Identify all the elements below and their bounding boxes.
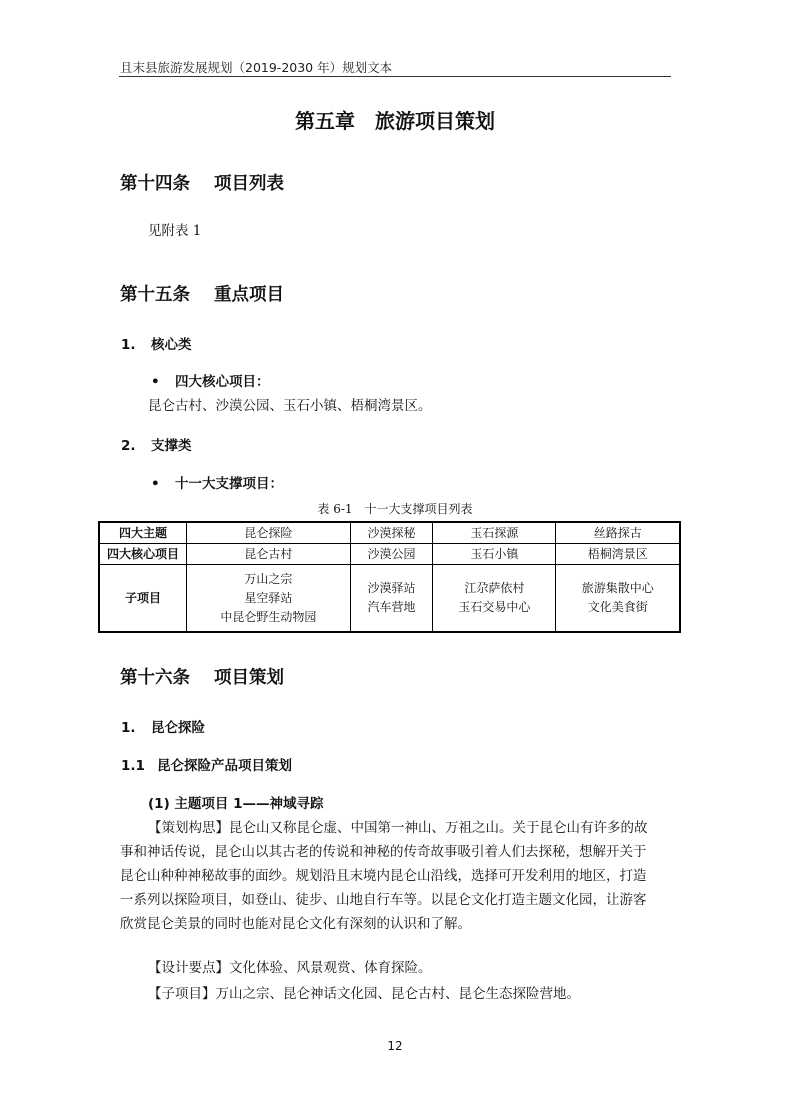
page-number: 12	[387, 1039, 403, 1053]
table-cell	[433, 565, 556, 633]
theme-item-heading: (1) 主题项目 1——神域寻踪	[148, 796, 324, 812]
table-caption: 表 6-1 十一大支撑项目列表	[317, 502, 473, 516]
cell-line: 旅游集散中心	[581, 581, 654, 595]
paragraph-line: 昆仑山种种神秘故事的面纱。规划沿且末境内昆仑山沿线，选择可开发利用的地区，打造	[120, 868, 647, 884]
cell-line: 文化美食街	[587, 600, 648, 614]
table-cell: 玉石小镇	[433, 544, 556, 565]
chapter-number: 第五章	[295, 109, 355, 133]
section-title: 支撑类	[151, 438, 192, 454]
article-title: 重点项目	[214, 285, 284, 305]
article-number: 第十六条	[120, 668, 190, 688]
row-header: 四大主题	[99, 522, 187, 544]
chapter-title	[0, 105, 790, 134]
section-number: 2.	[121, 438, 136, 454]
row-header: 四大核心项目	[99, 544, 187, 565]
article-16-heading	[120, 664, 284, 689]
section-support	[121, 434, 192, 454]
paragraph-line: 事和神话传说，昆仑山以其古老的传说和神秘的传奇故事吸引着人们去探秘，想解开关于	[120, 844, 647, 860]
cell-line: 中昆仑野生动物园	[220, 609, 317, 624]
table-cell: 丝路探古	[556, 522, 680, 544]
subsection-number: 1.1	[121, 758, 145, 774]
section-title: 核心类	[151, 337, 192, 353]
section-number: 1.	[121, 720, 136, 736]
subsection-kunlun-planning	[121, 754, 292, 774]
table-cell: 昆仑古村	[187, 544, 351, 565]
cell-line: 玉石交易中心	[458, 600, 531, 614]
table-row	[99, 544, 680, 565]
bullet-label: 十一大支撑项目：	[175, 476, 283, 492]
paragraph-line: 欣赏昆仑美景的同时也能对昆仑文化有深刻的认识和了解。	[120, 916, 471, 932]
article-15-heading	[120, 281, 284, 306]
article-title: 项目策划	[214, 668, 284, 688]
section-core	[121, 333, 192, 353]
paragraph-line: 一系列以探险项目，如登山、徒步、山地自行车等。以昆仑文化打造主题文化园，让游客	[120, 892, 647, 908]
bullet-support-projects	[151, 472, 283, 492]
table-cell: 沙漠公园	[350, 544, 433, 565]
bullet-label: 四大核心项目：	[175, 374, 270, 390]
table-cell	[350, 565, 433, 633]
running-header: 且末县旅游发展规划（2019-2030 年）规划文本	[120, 60, 393, 75]
cell-line: 万山之宗	[244, 571, 293, 586]
table-cell: 玉石探源	[433, 522, 556, 544]
subsection-title: 昆仑探险产品项目策划	[157, 758, 292, 774]
header-rule	[119, 76, 671, 77]
design-points: 【设计要点】文化体验、风景观赏、体育探险。	[148, 960, 432, 976]
table-cell: 梧桐湾景区	[556, 544, 680, 565]
sub-projects: 【子项目】万山之宗、昆仑神话文化园、昆仑古村、昆仑生态探险营地。	[148, 986, 580, 1002]
article-number: 第十四条	[120, 174, 190, 194]
table-row	[99, 565, 680, 633]
cell-line: 汽车营地	[367, 600, 416, 614]
table-cell	[187, 565, 351, 633]
table-cell	[556, 565, 680, 633]
cell-line: 沙漠驿站	[367, 581, 416, 595]
section-kunlun	[121, 716, 205, 736]
table-cell: 昆仑探险	[187, 522, 351, 544]
bullet-dot: •	[151, 476, 160, 492]
section-number: 1.	[121, 337, 136, 353]
row-header: 子项目	[99, 565, 187, 633]
chapter-name: 旅游项目策划	[375, 109, 495, 133]
planning-concept-paragraph	[120, 816, 680, 936]
support-projects-table	[98, 521, 681, 633]
cell-line: 江尕萨依村	[464, 581, 525, 595]
bullet-core-projects	[151, 370, 270, 390]
core-projects-text: 昆仑古村、沙漠公园、玉石小镇、梧桐湾景区。	[148, 398, 432, 414]
table-row	[99, 522, 680, 544]
paragraph-line: 【策划构思】昆仑山又称昆仑虚、中国第一神山、万祖之山。关于昆仑山有许多的故	[148, 820, 648, 836]
cell-line: 星空驿站	[244, 590, 293, 605]
article-14-heading	[120, 170, 284, 195]
article-number: 第十五条	[120, 285, 190, 305]
table-cell: 沙漠探秘	[350, 522, 433, 544]
section-title: 昆仑探险	[151, 720, 205, 736]
article-14-body: 见附表 1	[148, 223, 202, 239]
bullet-dot: •	[151, 374, 160, 390]
article-title: 项目列表	[214, 174, 284, 194]
